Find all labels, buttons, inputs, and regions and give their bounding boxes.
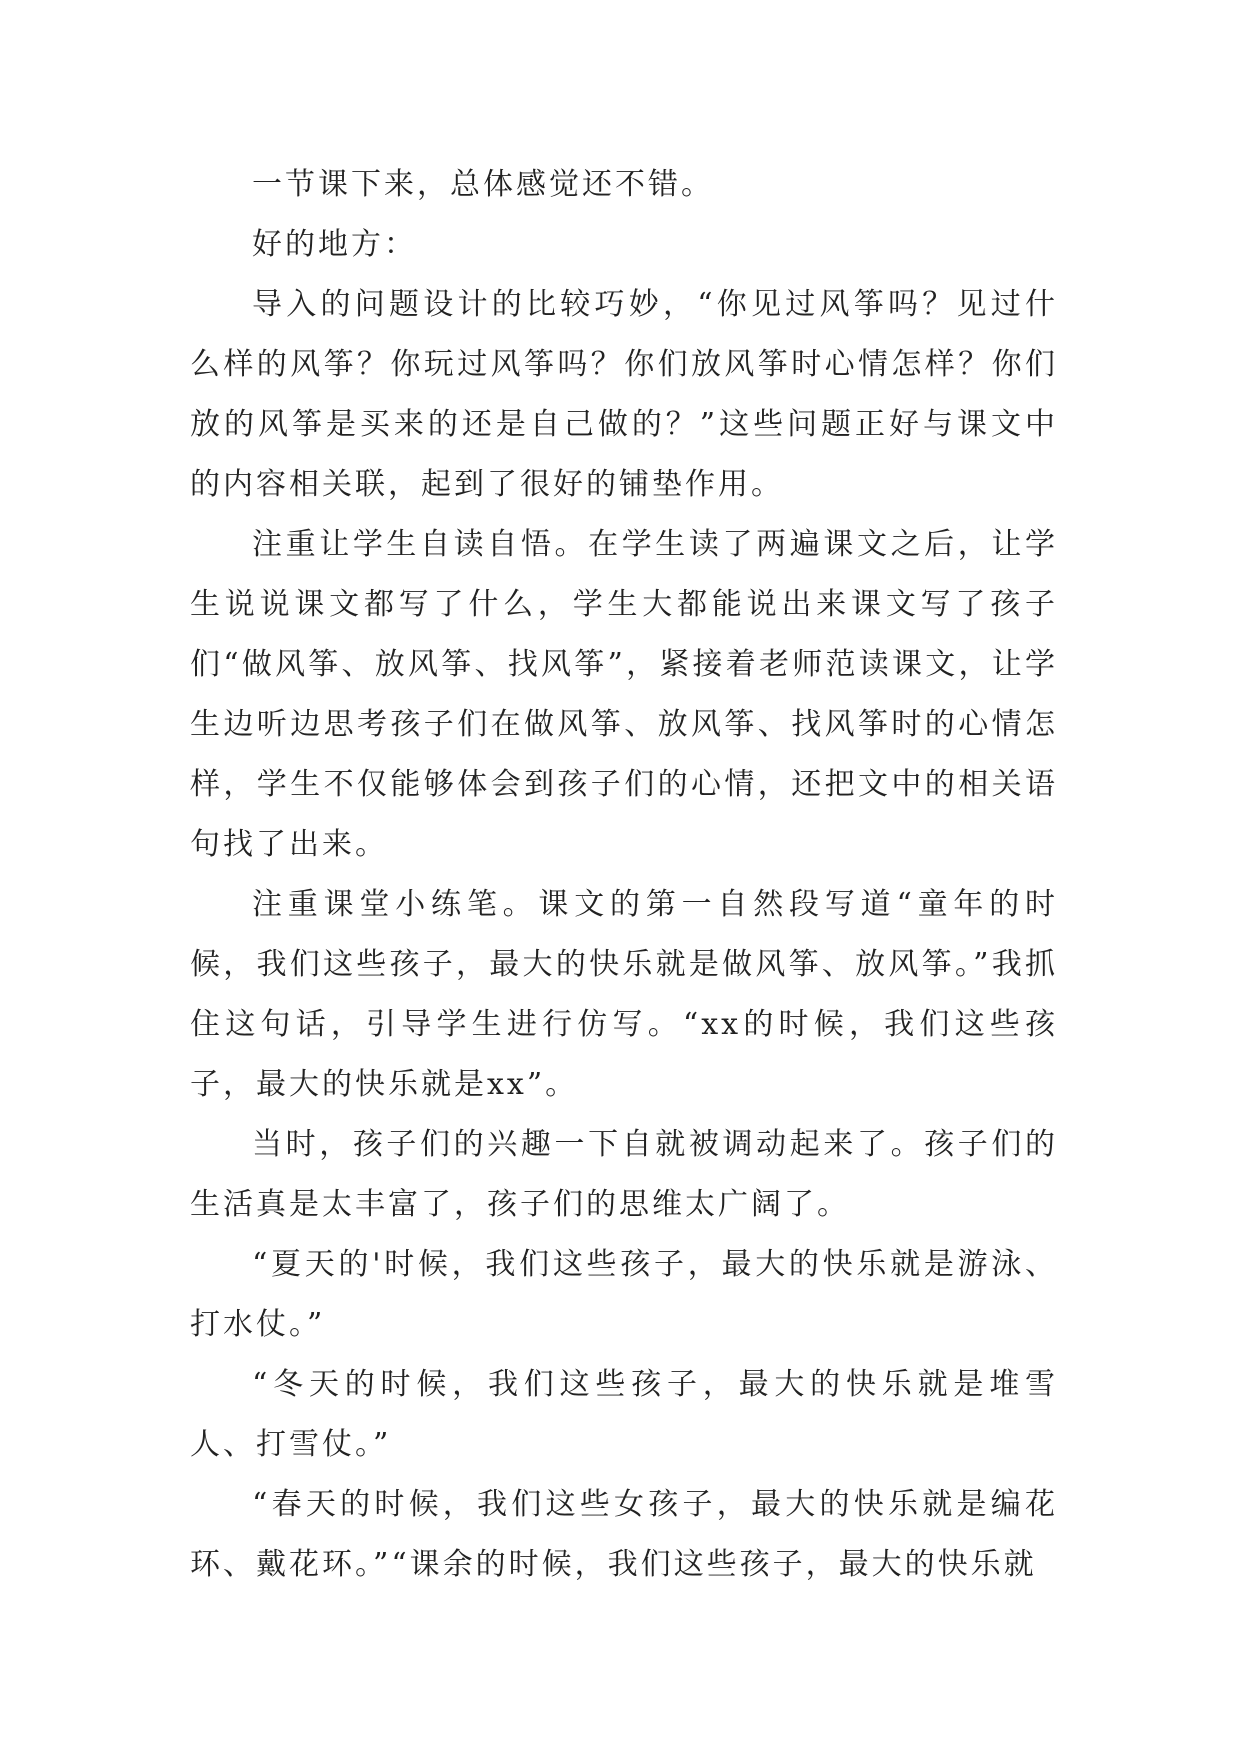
paragraph: 注重让学生自读自悟。在学生读了两遍课文之后，让学生说说课文都写了什么，学生大都能说出来课文写了孩子们“做风筝、放风筝、找风筝”，紧接着老师范读课文，让学生边听边思考孩子们在做风筝、放风筝、找风筝时的心情怎样，学生不仅能够体会到孩子们的心情，还把文中的相关语句找了出来。 xyxy=(190,527,1058,862)
paragraph: “春天的时候，我们这些女孩子，最大的快乐就是编花环、戴花环。”“课余的时候，我们这些孩子，最大的快乐就 xyxy=(190,1487,1058,1582)
paragraph: “夏天的'时候，我们这些孩子，最大的快乐就是游泳、打水仗。” xyxy=(190,1247,1058,1342)
paragraph: 导入的问题设计的比较巧妙，“你见过风筝吗？见过什么样的风筝？你玩过风筝吗？你们放风筝时心情怎样？你们放的风筝是买来的还是自己做的？”这些问题正好与课文中的内容相关联，起到了很好的铺垫作用。 xyxy=(190,287,1058,502)
paragraph: “冬天的时候，我们这些孩子，最大的快乐就是堆雪人、打雪仗。” xyxy=(190,1367,1058,1462)
paragraph: 好的地方： xyxy=(252,227,417,262)
document-body xyxy=(190,155,1058,1595)
paragraph: 注重课堂小练笔。课文的第一自然段写道“童年的时候，我们这些孩子，最大的快乐就是做风筝、放风筝。”我抓住这句话，引导学生进行仿写。“xx的时候，我们这些孩子，最大的快乐就是xx”。 xyxy=(190,887,1058,1102)
paragraph: 一节课下来，总体感觉还不错。 xyxy=(252,167,714,202)
paragraph: 当时，孩子们的兴趣一下自就被调动起来了。孩子们的生活真是太丰富了，孩子们的思维太广阔了。 xyxy=(190,1127,1058,1222)
